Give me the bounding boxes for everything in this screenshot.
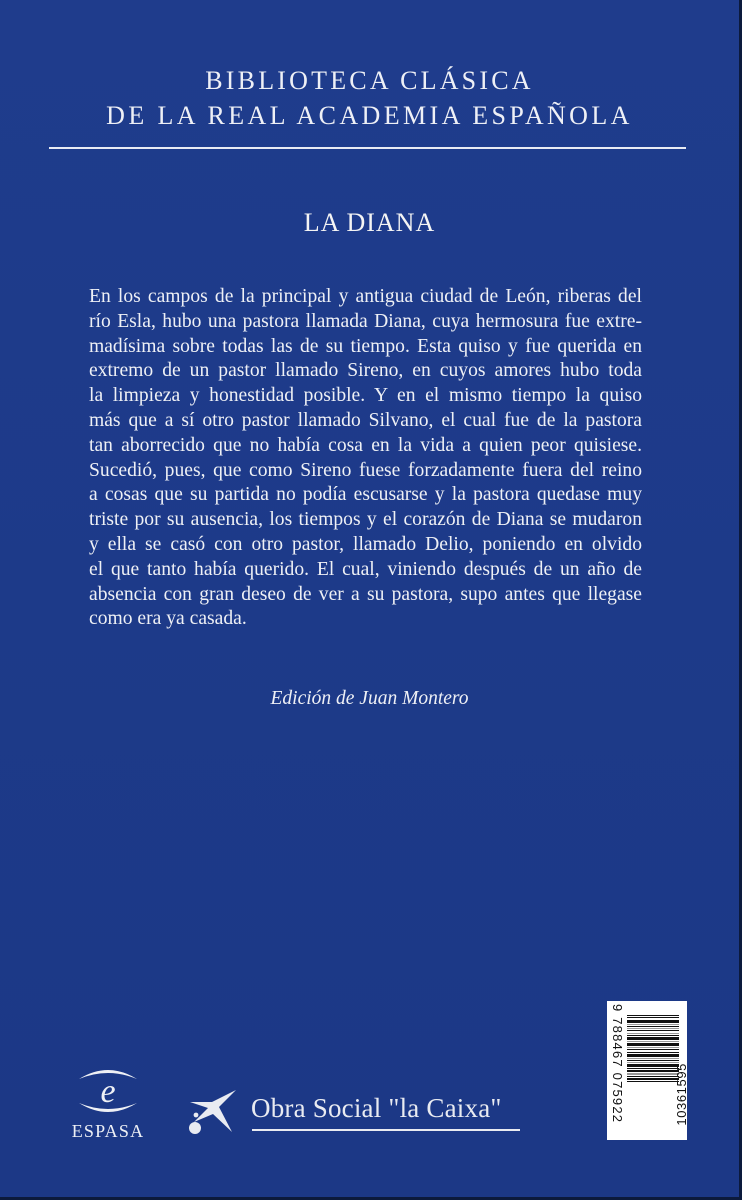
synopsis-line: triste por su ausencia, los tiempos y el corazón de Diana se mudaron	[89, 509, 642, 531]
book-title: LA DIANA	[303, 208, 436, 237]
synopsis-line: río Esla, hubo una pastora llamada Diana, cuya hermosura fue extre-	[89, 310, 642, 332]
svg-text:e: e	[100, 1073, 116, 1110]
series-title-line-2: DE LA REAL ACADEMIA ESPAÑOLA	[106, 101, 633, 130]
synopsis-line: como era ya casada.	[89, 608, 247, 630]
synopsis-line: y ella se casó con otro pastor, llamado Delio, poniendo en olvido	[89, 533, 642, 555]
synopsis-line: En los campos de la principal y antigua ciudad de León, riberas del	[89, 286, 642, 307]
synopsis-line: Sucedió, pues, que como Sireno fuese forzadamente fuera del reino	[89, 459, 642, 481]
espasa-wordmark: ESPASA	[71, 1121, 145, 1141]
synopsis-line: absencia con gran deseo de ver a su pastora, supo antes que llegase	[89, 583, 642, 605]
isbn-digits: 9 788467 075922	[610, 1004, 625, 1124]
caixa-wordmark: Obra Social "la Caixa"	[251, 1093, 502, 1123]
synopsis-line: más que a sí otro pastor llamado Silvano, el cual fue de la pastora	[89, 409, 642, 431]
internal-code: 10361595	[674, 1063, 689, 1126]
header-divider	[49, 147, 686, 149]
synopsis-line: tan aborrecido que no había cosa en la vida a quien peor quisiese.	[89, 434, 642, 456]
synopsis-line: el que tanto había querido. El cual, viniendo después de un año de	[89, 558, 642, 580]
series-title-line-1: BIBLIOTECA CLÁSICA	[205, 66, 534, 95]
caixa-star-icon	[186, 1088, 242, 1136]
espasa-logo	[62, 1065, 154, 1145]
synopsis-line: a cosas que su partida no podía escusarse y la pastora quedase muy	[89, 484, 642, 506]
synopsis-line: madísima sobre todas las de su tiempo. Esta quiso y fue querida en	[89, 335, 642, 357]
barcode-bars	[627, 1015, 679, 1082]
synopsis	[89, 285, 642, 632]
isbn-barcode	[607, 1001, 687, 1140]
espasa-e-icon	[73, 1065, 143, 1117]
edition-credit: Edición de Juan Montero	[270, 688, 469, 709]
la-caixa-logo	[186, 1088, 536, 1138]
caixa-underline	[252, 1129, 520, 1131]
synopsis-line: extremo de un pastor llamado Sireno, en cuyos amores hubo toda	[89, 360, 642, 382]
synopsis-line: la limpieza y honestidad posible. Y en el mismo tiempo la quiso	[89, 385, 642, 407]
